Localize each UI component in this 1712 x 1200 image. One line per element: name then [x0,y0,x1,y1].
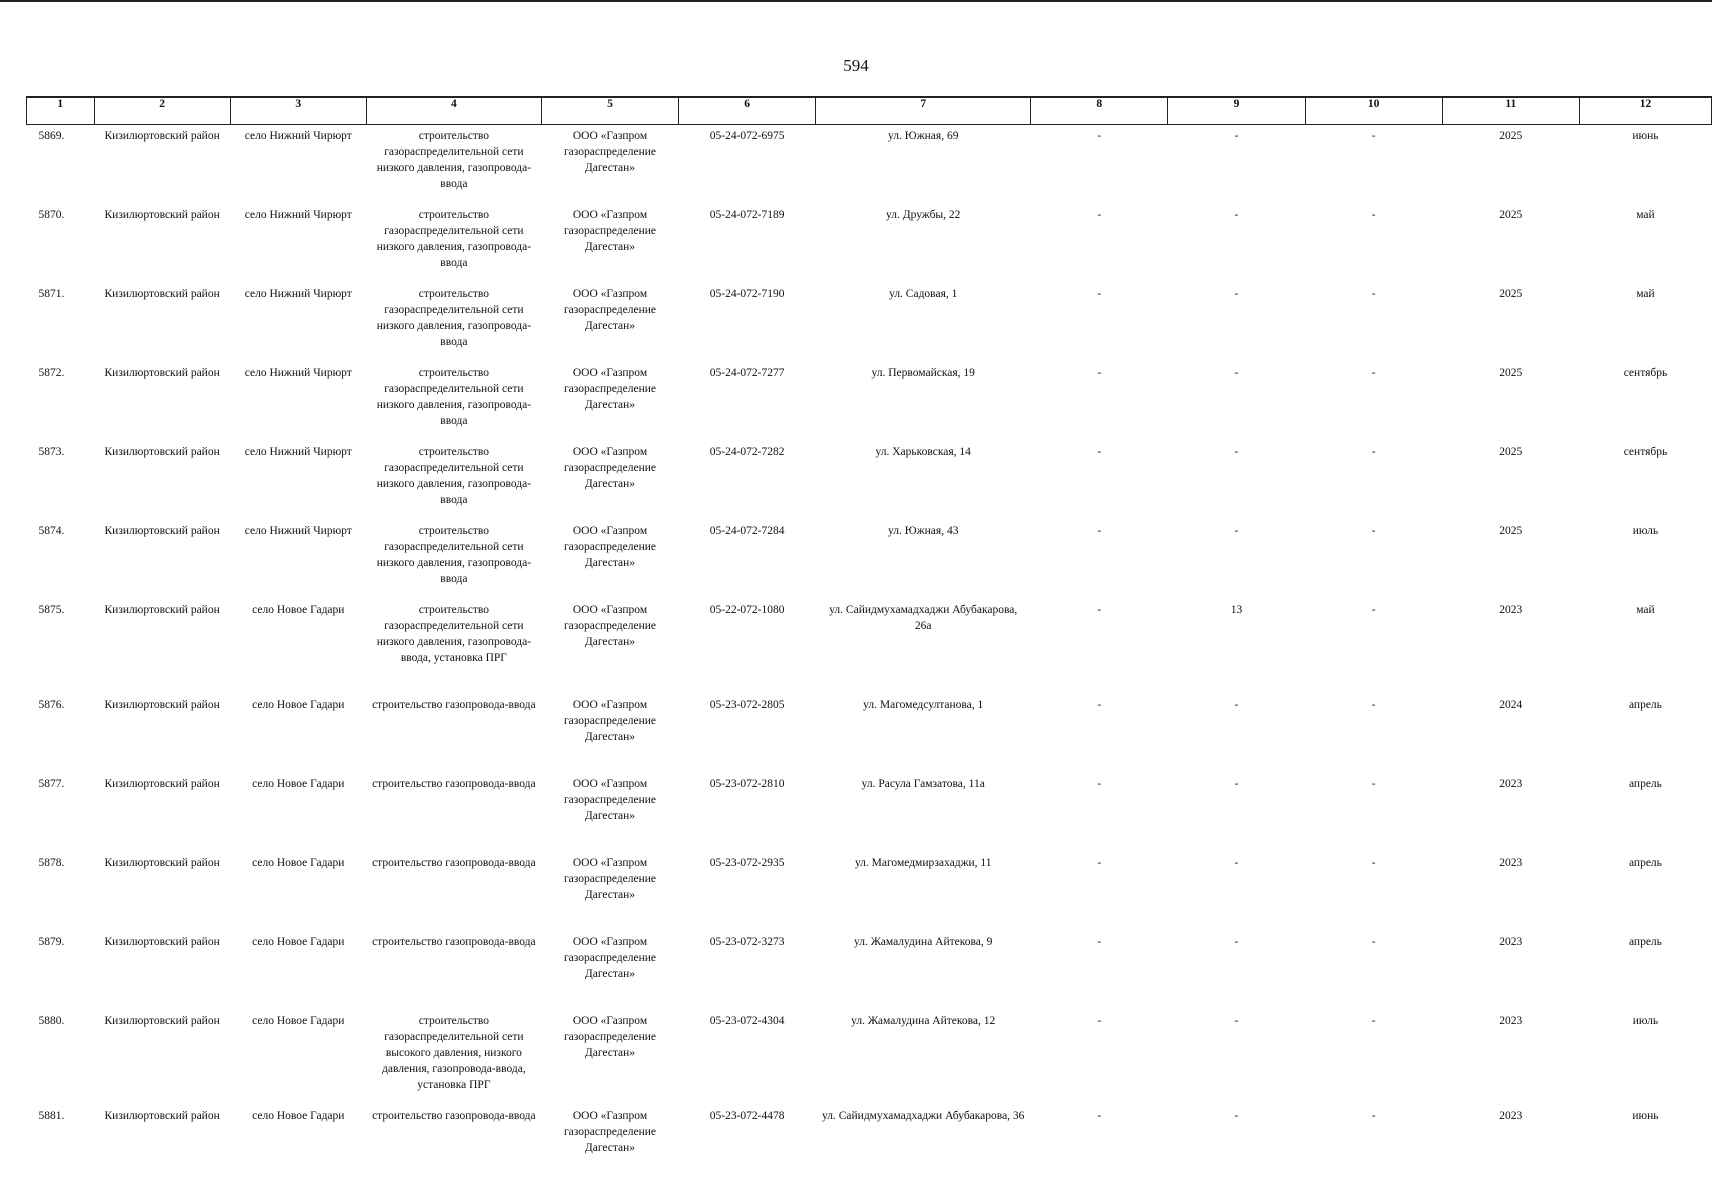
organization: ООО «Газпром газораспределение Дагестан» [563,208,657,253]
col8-value: - [1097,935,1102,948]
organization: ООО «Газпром газораспределение Дагестан» [563,366,657,411]
object-code: 05-23-072-2810 [709,777,785,790]
col10-value: - [1371,287,1376,300]
settlement: село Новое Гадари [252,777,345,790]
col10-value: - [1371,208,1376,221]
settlement: село Новое Гадари [252,698,345,711]
table-row [27,520,1712,599]
col8-value: - [1097,603,1102,616]
year: 2023 [1499,603,1523,616]
header-row [27,97,1712,125]
work-description: строительство газораспределительной сети низкого давления, газопровода-ввода [376,208,532,269]
row-number: 5880. [38,1014,65,1027]
organization: ООО «Газпром газораспределение Дагестан» [563,130,657,174]
col10-value: - [1371,698,1376,711]
district: Кизилюртовский район [104,366,220,379]
table-row [27,441,1712,520]
table-row [27,1010,1712,1105]
year: 2025 [1499,287,1523,300]
table-row [27,204,1712,283]
col-header-2: 2 [94,97,230,125]
work-description: строительство газораспределительной сети низкого давления, газопровода-ввода [376,287,532,348]
settlement: село Новое Гадари [252,1014,345,1027]
month: июль [1632,524,1659,537]
year: 2025 [1499,366,1523,379]
col8-value: - [1097,856,1102,869]
month: май [1636,603,1655,616]
year: 2025 [1499,130,1523,142]
address: ул. Харьковская, 14 [875,445,971,458]
col10-value: - [1371,603,1376,616]
row-number: 5877. [38,777,65,790]
object-code: 05-24-072-7284 [709,524,785,537]
col10-value: - [1371,935,1376,948]
settlement: село Нижний Чирюрт [244,366,352,379]
year: 2023 [1499,777,1523,790]
work-description: строительство газопровода-ввода [372,698,536,711]
district: Кизилюртовский район [104,698,220,711]
address: ул. Первомайская, 19 [871,366,975,379]
col9-value: - [1234,1109,1239,1122]
object-code: 05-23-072-4478 [709,1109,785,1122]
col9-value: - [1234,777,1239,790]
address: ул. Магомедсултанова, 1 [863,698,984,711]
settlement: село Новое Гадари [252,603,345,616]
organization: ООО «Газпром газораспределение Дагестан» [563,445,657,490]
work-description: строительство газопровода-ввода [372,856,536,869]
work-description: строительство газораспределительной сети низкого давления, газопровода-ввода, установка ПРГ [376,603,532,664]
month: апрель [1628,777,1662,790]
month: сентябрь [1623,445,1668,458]
district: Кизилюртовский район [104,130,220,142]
district: Кизилюртовский район [104,777,220,790]
district: Кизилюртовский район [104,287,220,300]
col8-value: - [1097,698,1102,711]
col9-value: - [1234,1014,1239,1027]
row-number: 5873. [38,445,65,458]
col-header-4: 4 [366,97,541,125]
page-number: 594 [843,56,869,75]
col-header-1: 1 [27,97,95,125]
object-code: 05-24-072-7277 [709,366,785,379]
address: ул. Сайидмухамадхаджи Абубакарова, 36 [822,1109,1025,1122]
address: ул. Жамалудина Айтекова, 9 [854,935,993,948]
row-number: 5881. [38,1109,65,1122]
object-code: 05-23-072-3273 [709,935,785,948]
work-description: строительство газораспределительной сети низкого давления, газопровода-ввода [376,524,532,585]
col10-value: - [1371,1014,1376,1027]
organization: ООО «Газпром газораспределение Дагестан» [563,777,657,822]
table-row [27,1105,1712,1165]
settlement: село Нижний Чирюрт [244,287,352,300]
col9-value: - [1234,366,1239,379]
address: ул. Садовая, 1 [889,287,958,300]
work-description: строительство газопровода-ввода [372,777,536,790]
col-header-11: 11 [1442,97,1579,125]
col10-value: - [1371,445,1376,458]
district: Кизилюртовский район [104,208,220,221]
address: ул. Дружбы, 22 [886,208,961,221]
col-header-7: 7 [816,97,1031,125]
col-header-8: 8 [1031,97,1168,125]
row-number: 5879. [38,935,65,948]
gasification-table [26,96,1712,1165]
year: 2025 [1499,208,1523,221]
col8-value: - [1097,1014,1102,1027]
year: 2023 [1499,1014,1523,1027]
col8-value: - [1097,1109,1102,1122]
address: ул. Жамалудина Айтекова, 12 [851,1014,996,1027]
col8-value: - [1097,524,1102,537]
col9-value: 13 [1230,603,1243,616]
address: ул. Расула Гамзатова, 11а [861,777,985,790]
work-description: строительство газопровода-ввода [372,935,536,948]
col9-value: - [1234,130,1239,142]
settlement: село Новое Гадари [252,935,345,948]
organization: ООО «Газпром газораспределение Дагестан» [563,1014,657,1059]
col8-value: - [1097,777,1102,790]
col10-value: - [1371,524,1376,537]
year: 2023 [1499,935,1523,948]
row-number: 5870. [38,208,65,221]
district: Кизилюртовский район [104,524,220,537]
col-header-6: 6 [679,97,816,125]
row-number: 5869. [38,130,65,142]
work-description: строительство газопровода-ввода [372,1109,536,1122]
table-row [27,773,1712,852]
object-code: 05-23-072-2805 [709,698,785,711]
col8-value: - [1097,130,1102,142]
work-description: строительство газораспределительной сети низкого давления, газопровода-ввода [376,445,532,506]
row-number: 5872. [38,366,65,379]
col10-value: - [1371,366,1376,379]
organization: ООО «Газпром газораспределение Дагестан» [563,698,657,743]
work-description: строительство газораспределительной сети низкого давления, газопровода-ввода [376,366,532,427]
organization: ООО «Газпром газораспределение Дагестан» [563,524,657,569]
object-code: 05-23-072-4304 [709,1014,785,1027]
col10-value: - [1371,777,1376,790]
address: ул. Сайидмухамадхаджи Абубакарова, 26а [829,603,1018,632]
object-code: 05-24-072-7189 [709,208,785,221]
row-number: 5875. [38,603,65,616]
col9-value: - [1234,445,1239,458]
col9-value: - [1234,208,1239,221]
month: сентябрь [1623,366,1668,379]
table-row [27,852,1712,931]
address: ул. Южная, 69 [888,130,959,142]
col8-value: - [1097,366,1102,379]
col8-value: - [1097,208,1102,221]
object-code: 05-22-072-1080 [709,603,785,616]
settlement: село Нижний Чирюрт [244,445,352,458]
col8-value: - [1097,287,1102,300]
col9-value: - [1234,524,1239,537]
month: май [1636,208,1655,221]
year: 2025 [1499,524,1523,537]
table-row [27,694,1712,773]
district: Кизилюртовский район [104,935,220,948]
month: июнь [1632,1109,1659,1122]
district: Кизилюртовский район [104,603,220,616]
col8-value: - [1097,445,1102,458]
object-code: 05-24-072-6975 [709,130,785,142]
col10-value: - [1371,1109,1376,1122]
month: июль [1632,1014,1659,1027]
settlement: село Новое Гадари [252,1109,345,1122]
row-number: 5874. [38,524,65,537]
address: ул. Магомедмирзахаджи, 11 [854,856,992,869]
object-code: 05-23-072-2935 [709,856,785,869]
organization: ООО «Газпром газораспределение Дагестан» [563,856,657,901]
organization: ООО «Газпром газораспределение Дагестан» [563,603,657,648]
col-header-12: 12 [1579,97,1711,125]
table-row [27,599,1712,694]
table-row [27,283,1712,362]
col10-value: - [1371,130,1376,142]
object-code: 05-24-072-7282 [709,445,785,458]
top-rule [0,0,1712,2]
year: 2025 [1499,445,1523,458]
year: 2023 [1499,1109,1523,1122]
year: 2023 [1499,856,1523,869]
district: Кизилюртовский район [104,1014,220,1027]
month: апрель [1628,935,1662,948]
district: Кизилюртовский район [104,445,220,458]
month: июнь [1632,130,1659,142]
settlement: село Нижний Чирюрт [244,524,352,537]
table-row [27,362,1712,441]
col9-value: - [1234,287,1239,300]
object-code: 05-24-072-7190 [709,287,785,300]
year: 2024 [1499,698,1523,711]
col-header-3: 3 [230,97,366,125]
col10-value: - [1371,856,1376,869]
organization: ООО «Газпром газораспределение Дагестан» [563,1109,657,1154]
col-header-5: 5 [541,97,678,125]
work-description: строительство газораспределительной сети низкого давления, газопровода-ввода [376,130,532,190]
district: Кизилюртовский район [104,1109,220,1122]
month: май [1636,287,1655,300]
col-header-10: 10 [1305,97,1442,125]
col9-value: - [1234,698,1239,711]
row-number: 5871. [38,287,65,300]
row-number: 5876. [38,698,65,711]
col9-value: - [1234,856,1239,869]
organization: ООО «Газпром газораспределение Дагестан» [563,287,657,332]
table-row [27,125,1712,204]
col-header-9: 9 [1168,97,1305,125]
table-row [27,931,1712,1010]
col9-value: - [1234,935,1239,948]
settlement: село Нижний Чирюрт [244,208,352,221]
row-number: 5878. [38,856,65,869]
settlement: село Новое Гадари [252,856,345,869]
district: Кизилюртовский район [104,856,220,869]
work-description: строительство газораспределительной сети высокого давления, низкого давления, газопровода-ввода, установка ПРГ [382,1014,526,1091]
organization: ООО «Газпром газораспределение Дагестан» [563,935,657,980]
settlement: село Нижний Чирюрт [244,130,352,142]
month: апрель [1628,856,1662,869]
address: ул. Южная, 43 [888,524,959,537]
month: апрель [1628,698,1662,711]
